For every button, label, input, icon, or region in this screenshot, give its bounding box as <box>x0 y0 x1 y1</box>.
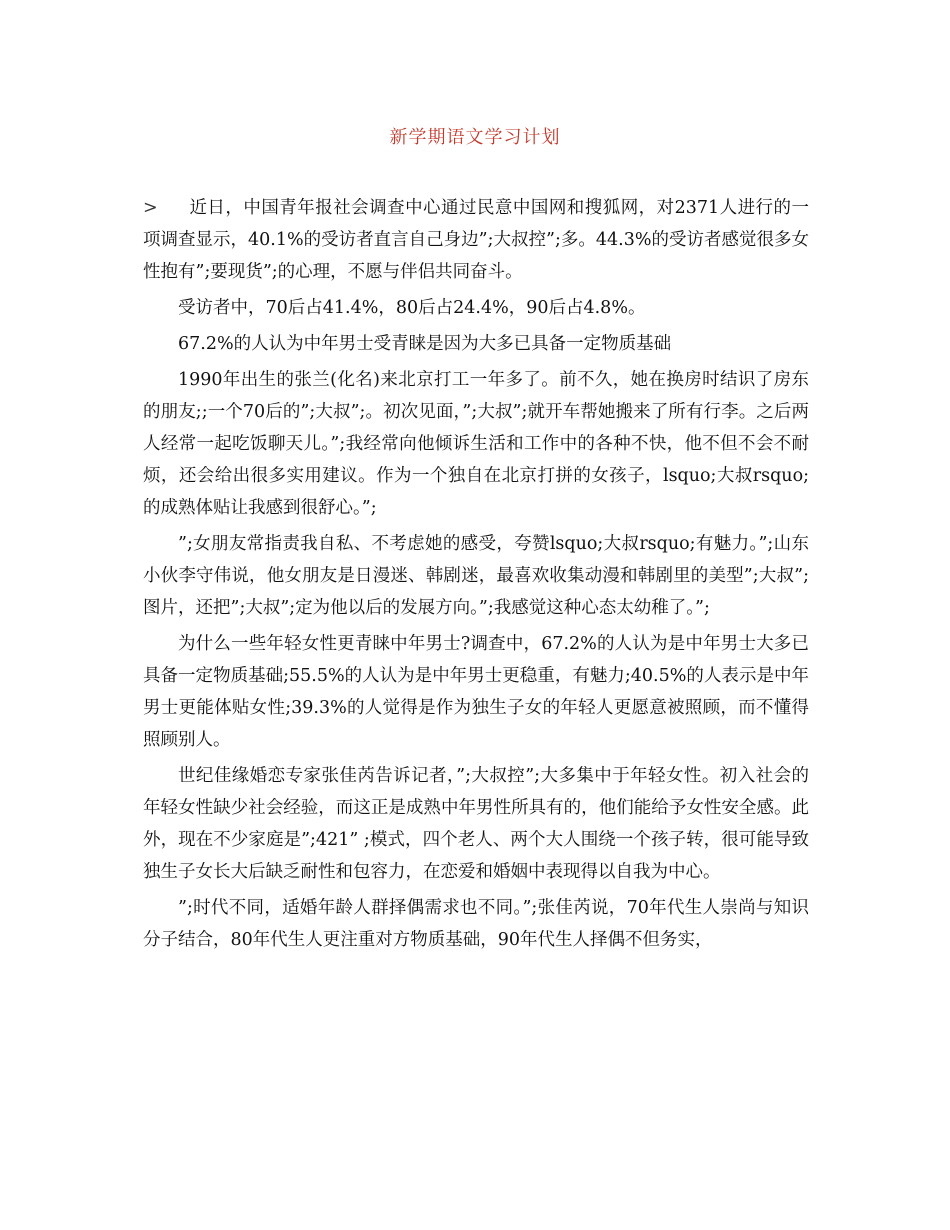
bullet-marker: > <box>143 198 158 218</box>
paragraph-3: 67.2%的人认为中年男士受青睐是因为大多已具备一定物质基础 <box>178 334 672 354</box>
paragraph-4: 1990年出生的张兰(化名)来北京打工一年多了。前不久，她在换房时结识了房东的朋友;;一个70后的”;大叔”;。初次见面，”;大叔”;就开车帮她搬来了所有行李。之后两人经常一起吃饭聊天儿。”;我经常向他倾诉生活和工作中的各种不快，他不但不会不耐烦，还会给出很多实用建议。作为一个独自在北京打拼的女孩子，lsquo;大叔rsquo;的成熟体贴让我感到很舒心。”; <box>143 370 809 518</box>
paragraph-6: 为什么一些年轻女性更青睐中年男士?调查中，67.2%的人认为是中年男士大多已具备一定物质基础;55.5%的人认为是中年男士更稳重，有魅力;40.5%的人表示是中年男士更能体贴女性;39.3%的人觉得是作为独生子女的年轻人更愿意被照顾，而不懂得照顾别人。 <box>143 634 809 750</box>
paragraph-2: 受访者中，70后占41.4%，80后占24.4%，90后占4.8%。 <box>178 298 646 318</box>
paragraph-1 <box>143 192 809 288</box>
paragraph-7: 世纪佳缘婚恋专家张佳芮告诉记者，”;大叔控”;大多集中于年轻女性。初入社会的年轻女性缺少社会经验，而这正是成熟中年男性所具有的，他们能给予女性安全感。此外，现在不少家庭是”;421” ;模式，四个老人、两个大人围绕一个孩子转，很可能导致独生子女长大后缺乏耐性和包容力，在恋爱和婚姻中表现得以自我为中心。 <box>143 766 809 882</box>
document-title: 新学期语文学习计划 <box>389 127 561 148</box>
paragraph-5: ”;女朋友常指责我自私、不考虑她的感受，夸赞lsquo;大叔rsquo;有魅力。”;山东小伙李守伟说，他女朋友是日漫迷、韩剧迷，最喜欢收集动漫和韩剧里的美型”;大叔”;图片，还把”;大叔”;定为他以后的发展方向。”;我感觉这种心态太幼稚了。”; <box>143 534 809 618</box>
document-body <box>143 192 809 960</box>
paragraph-1-text: 近日，中国青年报社会调查中心通过民意中国网和搜狐网，对2371人进行的一项调查显示，40.1%的受访者直言自己身边”;大叔控”;多。44.3%的受访者感觉很多女性抱有”;要现货”;的心理，不愿与伴侣共同奋斗。 <box>143 198 809 282</box>
paragraph-8: ”;时代不同，适婚年龄人群择偶需求也不同。”;张佳芮说，70年代生人崇尚与知识分子结合，80年代生人更注重对方物质基础，90年代生人择偶不但务实， <box>143 898 809 950</box>
